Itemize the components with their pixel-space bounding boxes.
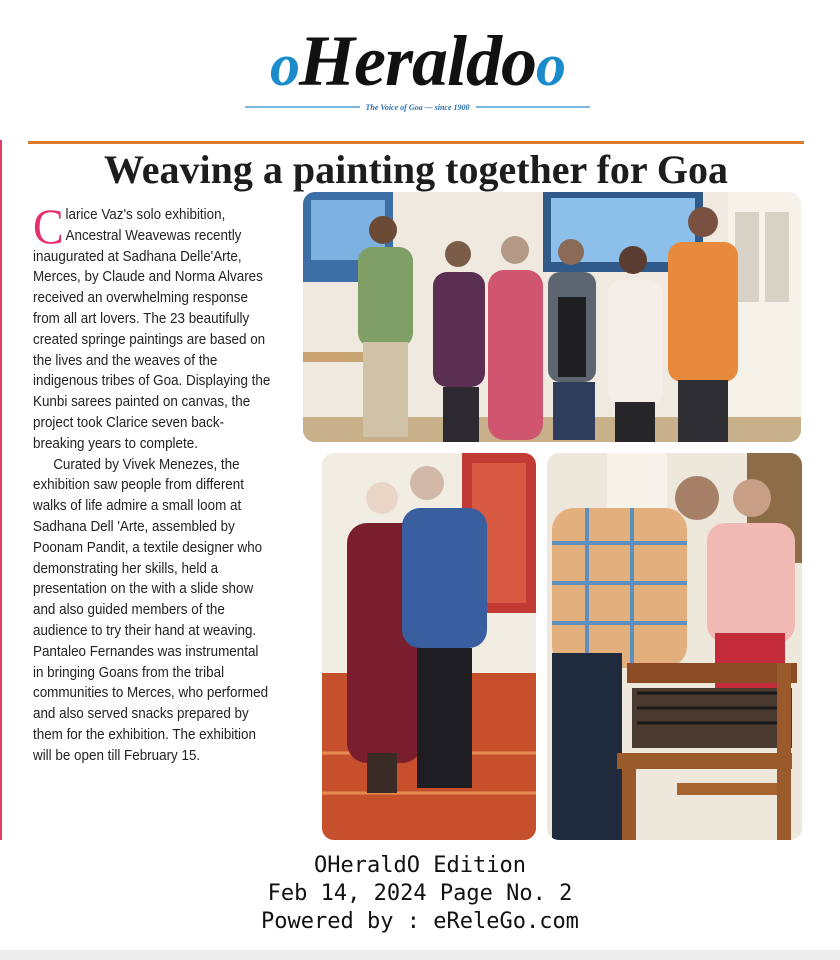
newspaper-masthead [245,18,590,113]
couple-photo [322,453,536,840]
article-headline: Weaving a painting together for Goa [103,147,729,192]
drop-cap: C [33,198,64,254]
tagline-row [245,101,590,113]
divider [245,106,360,108]
article-paragraph: Clarice Vaz's solo exhibition, Ancestral Weavewas recently inaugurated at Sadhana Delle'Arte, Merces, by Claude and Norma Alvares received an overwhelming response from all art lovers. The 23 beautifully created springe paintings are based on the lives and the weaves of the indigenous tribes of Goa. Displaying the Kunbi sarees painted on canvas, the project took Clarice seven back-breaking years to complete. [33,198,271,452]
powered-by-text: Powered by : eReleGo.com [261,909,579,934]
couple-photo-image [322,453,536,840]
loom-photo [547,453,802,840]
edition-date-page: Feb 14, 2024 Page No. 2 [267,881,573,906]
divider [476,106,591,108]
headline-rule [28,141,804,144]
article-paragraph: Curated by Vivek Menezes, the exhibition saw people from different walks of life admire a small loom at Sadhana Dell 'Arte, assembled by Poonam Pandit, a textile designer who demonstrating her skills, held a presentation on the with a slide show and also guided members of the audience to try their hand at weaving. Pantaleo Fernandes was instrumental in bringing Goans from the tribal communities to Merces, who performed and also served snacks prepared by them for the exhibition. The exhibition will be open till February 15. [33,456,269,764]
edition-footer [0,852,840,936]
bottom-bar [0,950,840,960]
newspaper-tagline: The Voice of Goa — since 1900 [365,102,470,112]
left-margin-rule [0,140,2,840]
loom-photo-image [547,453,802,840]
group-photo [303,192,801,442]
group-photo-image [303,192,801,442]
edition-name: OHeraldO Edition [314,853,526,878]
article-body [33,198,271,767]
newspaper-logo: oHeraldoo [270,21,565,101]
